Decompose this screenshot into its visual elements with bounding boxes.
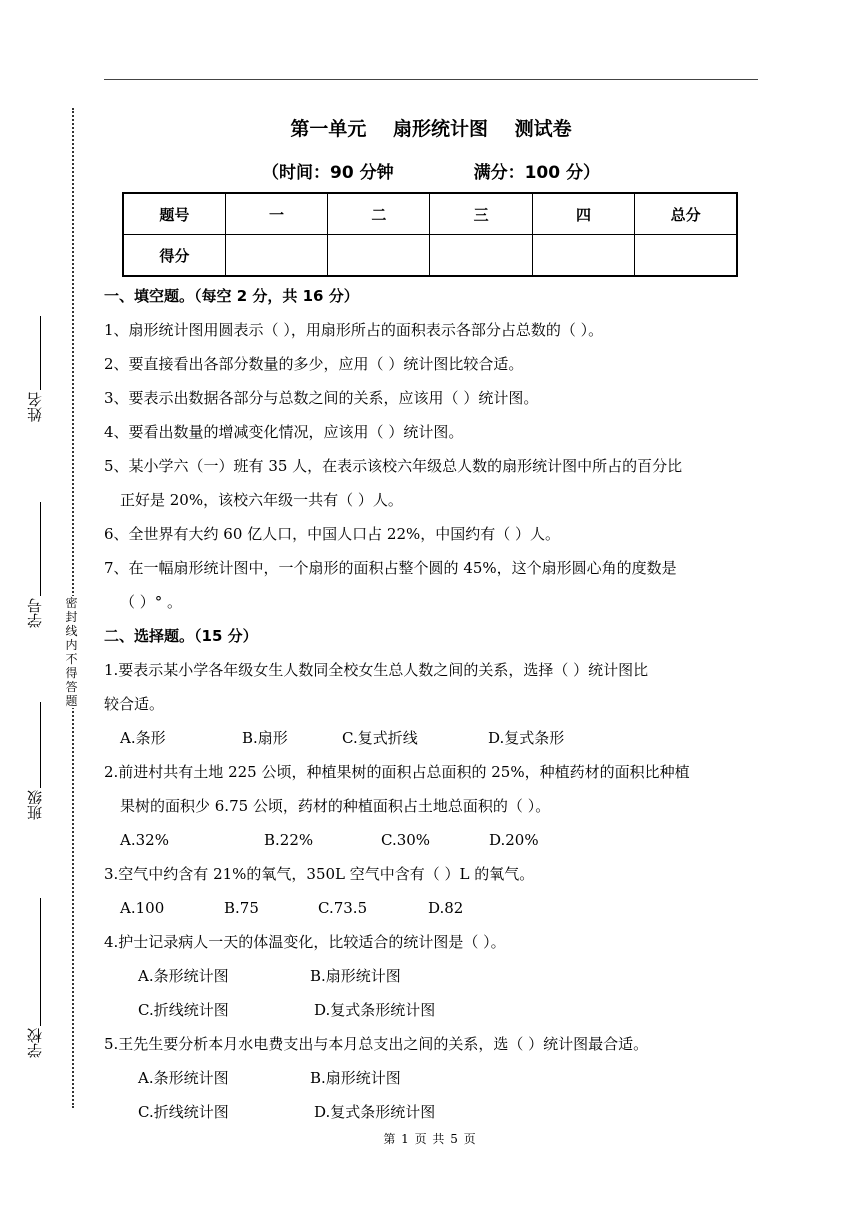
option-c[interactable]: C.折线统计图 <box>138 1103 229 1121</box>
score-cell[interactable] <box>225 235 327 277</box>
side-label-school: 学校 <box>26 1028 44 1058</box>
page-title <box>104 114 758 141</box>
side-field-name <box>18 392 44 422</box>
seal-note: 密封线内不得答题 <box>65 596 79 708</box>
side-label-class: 班级 <box>26 790 44 820</box>
choice-options-5b <box>104 1095 760 1129</box>
option-c[interactable]: C.折线统计图 <box>138 1001 229 1019</box>
page-footer: 第 1 页 共 5 页 <box>383 1132 477 1146</box>
score-cell[interactable] <box>430 235 532 277</box>
option-b[interactable]: B.扇形统计图 <box>310 1069 401 1087</box>
option-c[interactable]: C.73.5 <box>318 899 368 917</box>
option-b[interactable]: B.扇形统计图 <box>310 967 401 985</box>
choice-options-4b <box>104 993 760 1027</box>
option-d[interactable]: D.20% <box>489 831 539 849</box>
fill-question-5: 5、某小学六（一）班有 35 人，在表示该校六年级总人数的扇形统计图中所占的百分比 <box>104 457 683 475</box>
choice-options-4a <box>104 959 760 993</box>
fill-question-4: 4、要看出数量的增减变化情况，应该用（ ）统计图。 <box>104 423 464 441</box>
option-b[interactable]: B.75 <box>224 899 259 917</box>
side-label-name: 姓名 <box>26 392 44 422</box>
score-header-cell: 三 <box>430 193 532 235</box>
choice-question-4: 4.护士记录病人一天的体温变化，比较适合的统计图是（ ）。 <box>104 933 506 951</box>
score-header-cell: 二 <box>328 193 430 235</box>
option-b[interactable]: B.扇形 <box>242 729 288 747</box>
choice-question-5: 5.王先生要分析本月水电费支出与本月总支出之间的关系，选（ ）统计图最合适。 <box>104 1035 649 1053</box>
choice-question-1: 1.要表示某小学各年级女生人数同全校女生总人数之间的关系，选择（ ）统计图比 <box>104 661 649 679</box>
fill-question-2: 2、要直接看出各部分数量的多少，应用（ ）统计图比较合适。 <box>104 355 524 373</box>
score-header-cell: 总分 <box>635 193 737 235</box>
id-underline <box>40 502 41 596</box>
side-label-id: 学号 <box>26 598 44 628</box>
exam-info <box>104 158 758 183</box>
score-header-cell: 题号 <box>123 193 225 235</box>
fill-question-5-cont: 正好是 20%，该校六年级一共有（ ）人。 <box>120 491 403 509</box>
score-header-cell: 四 <box>532 193 634 235</box>
option-a[interactable]: A.32% <box>120 831 169 849</box>
side-field-school <box>18 1028 44 1058</box>
choice-question-2: 2.前进村共有土地 225 公顷，种植果树的面积占总面积的 25%，种植药材的面积比种植 <box>104 763 690 781</box>
fill-question-7-cont: （ ）° 。 <box>120 593 183 611</box>
section-2-title: 二、选择题。（15 分） <box>104 627 258 645</box>
header-rule <box>104 79 758 80</box>
choice-question-3: 3.空气中约含有 21%的氧气，350L 空气中含有（ ）L 的氧气。 <box>104 865 535 883</box>
score-cell[interactable] <box>328 235 430 277</box>
choice-options-2 <box>104 823 760 857</box>
option-d[interactable]: D.复式条形统计图 <box>314 1103 436 1121</box>
title-part-topic: 扇形统计图 <box>392 118 488 140</box>
choice-options-1 <box>104 721 760 755</box>
exam-full-score: 满分：100 分） <box>473 163 600 183</box>
question-content <box>104 279 760 1129</box>
section-1-title: 一、填空题。（每空 2 分，共 16 分） <box>104 287 359 305</box>
score-table <box>122 192 738 277</box>
score-cell[interactable] <box>635 235 737 277</box>
score-table-header-row <box>123 193 737 235</box>
option-d[interactable]: D.复式条形统计图 <box>314 1001 436 1019</box>
side-field-class <box>18 790 44 820</box>
fill-question-3: 3、要表示出数据各部分与总数之间的关系，应该用（ ）统计图。 <box>104 389 539 407</box>
option-d[interactable]: D.82 <box>428 899 464 917</box>
fill-question-6: 6、全世界有大约 60 亿人口，中国人口占 22%，中国约有（ ）人。 <box>104 525 561 543</box>
option-a[interactable]: A.条形统计图 <box>138 967 229 985</box>
side-field-id <box>18 598 44 628</box>
option-a[interactable]: A.条形统计图 <box>138 1069 229 1087</box>
option-c[interactable]: C.30% <box>381 831 431 849</box>
title-part-test: 测试卷 <box>514 118 572 140</box>
score-row-label: 得分 <box>123 235 225 277</box>
choice-question-1-cont: 较合适。 <box>104 695 165 713</box>
class-underline <box>40 702 41 788</box>
option-a[interactable]: A.条形 <box>120 729 166 747</box>
fill-question-7: 7、在一幅扇形统计图中，一个扇形的面积占整个圆的 45%，这个扇形圆心角的度数是 <box>104 559 677 577</box>
score-header-cell: 一 <box>225 193 327 235</box>
option-c[interactable]: C.复式折线 <box>342 729 418 747</box>
school-underline <box>40 898 41 1026</box>
option-b[interactable]: B.22% <box>264 831 314 849</box>
title-part-unit: 第一单元 <box>290 118 367 140</box>
choice-options-5a <box>104 1061 760 1095</box>
fill-question-1: 1、扇形统计图用圆表示（ ），用扇形所占的面积表示各部分占总数的（ ）。 <box>104 321 604 339</box>
name-underline <box>40 316 41 390</box>
score-cell[interactable] <box>532 235 634 277</box>
choice-question-2-cont: 果树的面积少 6.75 公顷，药材的种植面积占土地总面积的（ ）。 <box>120 797 551 815</box>
score-table-score-row <box>123 235 737 277</box>
option-a[interactable]: A.100 <box>120 899 165 917</box>
choice-options-3 <box>104 891 760 925</box>
exam-time: （时间：90 分钟 <box>262 163 394 183</box>
option-d[interactable]: D.复式条形 <box>488 729 565 747</box>
